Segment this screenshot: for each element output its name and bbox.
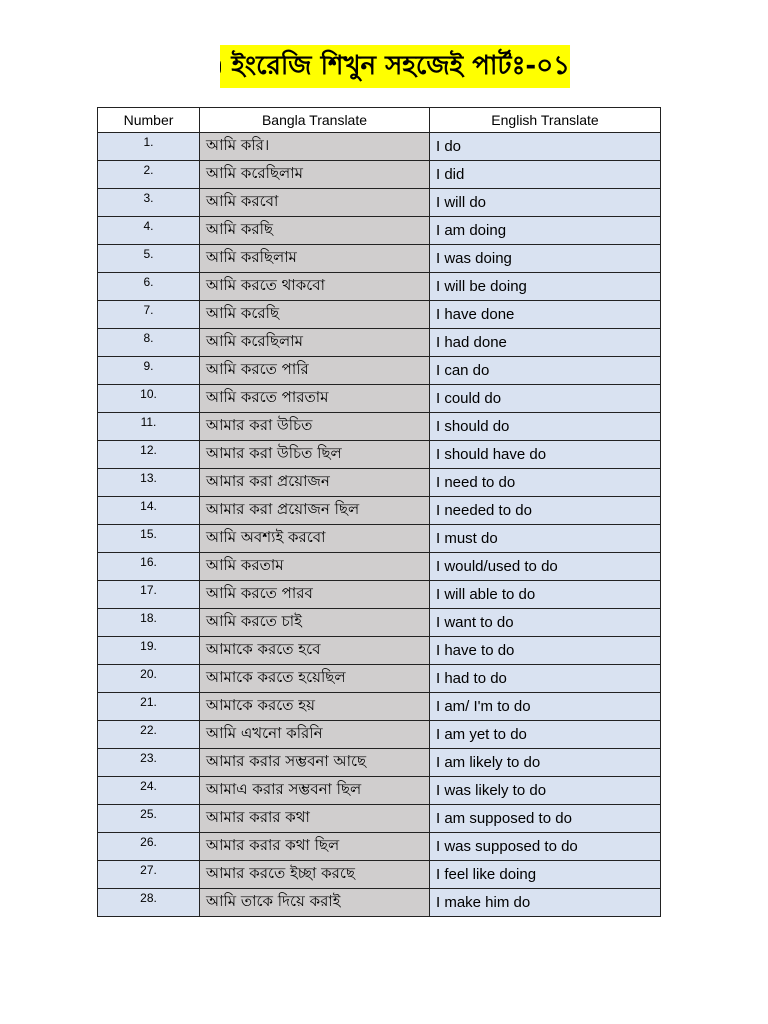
english-cell: I can do [430, 357, 661, 385]
english-cell: I will able to do [430, 581, 661, 609]
row-number: 27. [98, 861, 200, 889]
bangla-cell: আমার করার কথা ছিল [200, 833, 430, 861]
row-number: 8. [98, 329, 200, 357]
table-row [98, 665, 661, 693]
bangla-cell: আমি অবশ্যই করবো [200, 525, 430, 553]
bangla-cell: আমি তাকে দিয়ে করাই [200, 889, 430, 917]
english-cell: I am doing [430, 217, 661, 245]
bangla-cell: আমার করা উচিত ছিল [200, 441, 430, 469]
english-cell: I will do [430, 189, 661, 217]
row-number: 26. [98, 833, 200, 861]
row-number: 6. [98, 273, 200, 301]
bangla-cell: আমি করতে পারব [200, 581, 430, 609]
table-row [98, 693, 661, 721]
bangla-cell: আমি করি। [200, 133, 430, 161]
row-number: 25. [98, 805, 200, 833]
bangla-cell: আমাএ করার সম্ভবনা ছিল [200, 777, 430, 805]
english-cell: I was supposed to do [430, 833, 661, 861]
english-cell: I could do [430, 385, 661, 413]
bangla-cell: আমার করার কথা [200, 805, 430, 833]
table-row [98, 833, 661, 861]
bangla-cell: আমি করছি [200, 217, 430, 245]
bangla-cell: আমি করবো [200, 189, 430, 217]
bangla-cell: আমাকে করতে হয়েছিল [200, 665, 430, 693]
english-cell: I make him do [430, 889, 661, 917]
english-cell: I do [430, 133, 661, 161]
bangla-cell: আমি করতে পারতাম [200, 385, 430, 413]
translation-table [97, 107, 661, 917]
row-number: 16. [98, 553, 200, 581]
english-cell: I was doing [430, 245, 661, 273]
title-highlight [220, 45, 570, 88]
table-row [98, 721, 661, 749]
row-number: 17. [98, 581, 200, 609]
bangla-cell: আমি করছিলাম [200, 245, 430, 273]
row-number: 28. [98, 889, 200, 917]
table-row [98, 273, 661, 301]
bangla-cell: আমি করেছিলাম [200, 161, 430, 189]
english-cell: I must do [430, 525, 661, 553]
english-cell: I had to do [430, 665, 661, 693]
table-row [98, 189, 661, 217]
bangla-cell: আমি করেছিলাম [200, 329, 430, 357]
english-cell: I was likely to do [430, 777, 661, 805]
table-row [98, 889, 661, 917]
row-number: 11. [98, 413, 200, 441]
table-row [98, 245, 661, 273]
table-row [98, 749, 661, 777]
row-number: 5. [98, 245, 200, 273]
row-number: 3. [98, 189, 200, 217]
row-number: 7. [98, 301, 200, 329]
table-row [98, 861, 661, 889]
bangla-cell: আমি করেছি [200, 301, 430, 329]
row-number: 12. [98, 441, 200, 469]
table-row [98, 525, 661, 553]
row-number: 19. [98, 637, 200, 665]
row-number: 1. [98, 133, 200, 161]
english-cell: I am likely to do [430, 749, 661, 777]
table-row [98, 133, 661, 161]
table-row [98, 609, 661, 637]
table-row [98, 553, 661, 581]
bangla-cell: আমি করতে পারি [200, 357, 430, 385]
english-cell: I would/used to do [430, 553, 661, 581]
table-row [98, 217, 661, 245]
table-row [98, 329, 661, 357]
header-bangla: Bangla Translate [200, 108, 430, 133]
bangla-cell: আমাকে করতে হবে [200, 637, 430, 665]
row-number: 20. [98, 665, 200, 693]
table-row [98, 301, 661, 329]
english-cell: I want to do [430, 609, 661, 637]
english-cell: I am yet to do [430, 721, 661, 749]
table-row [98, 469, 661, 497]
english-cell: I will be doing [430, 273, 661, 301]
bangla-cell: আমার করতে ইচ্ছা করছে [200, 861, 430, 889]
row-number: 18. [98, 609, 200, 637]
bullet-icon [220, 61, 221, 73]
table-row [98, 581, 661, 609]
english-cell: I should do [430, 413, 661, 441]
row-number: 21. [98, 693, 200, 721]
row-number: 23. [98, 749, 200, 777]
bangla-cell: আমি এখনো করিনি [200, 721, 430, 749]
bangla-cell: আমাকে করতে হয় [200, 693, 430, 721]
table-row [98, 413, 661, 441]
english-cell: I have to do [430, 637, 661, 665]
bangla-cell: আমার করার সম্ভবনা আছে [200, 749, 430, 777]
table-row [98, 805, 661, 833]
table-row [98, 777, 661, 805]
english-cell: I should have do [430, 441, 661, 469]
bangla-cell: আমার করা প্রয়োজন ছিল [200, 497, 430, 525]
english-cell: I need to do [430, 469, 661, 497]
row-number: 9. [98, 357, 200, 385]
english-cell: I needed to do [430, 497, 661, 525]
bangla-cell: আমি করতাম [200, 553, 430, 581]
row-number: 24. [98, 777, 200, 805]
header-english: English Translate [430, 108, 661, 133]
table-row [98, 385, 661, 413]
row-number: 15. [98, 525, 200, 553]
table-row [98, 497, 661, 525]
english-cell: I had done [430, 329, 661, 357]
row-number: 14. [98, 497, 200, 525]
bangla-cell: আমার করা প্রয়োজন [200, 469, 430, 497]
row-number: 10. [98, 385, 200, 413]
table-row [98, 441, 661, 469]
row-number: 4. [98, 217, 200, 245]
bangla-cell: আমার করা উচিত [200, 413, 430, 441]
bangla-cell: আমি করতে থাকবো [200, 273, 430, 301]
english-cell: I have done [430, 301, 661, 329]
table-row [98, 161, 661, 189]
english-cell: I am/ I'm to do [430, 693, 661, 721]
header-number: Number [98, 108, 200, 133]
english-cell: I am supposed to do [430, 805, 661, 833]
english-cell: I did [430, 161, 661, 189]
table-header-row [98, 108, 661, 133]
page-title: ইংরেজি শিখুন সহজেই পার্টঃ-০১ [231, 50, 570, 81]
row-number: 13. [98, 469, 200, 497]
row-number: 2. [98, 161, 200, 189]
table-row [98, 637, 661, 665]
row-number: 22. [98, 721, 200, 749]
table-row [98, 357, 661, 385]
english-cell: I feel like doing [430, 861, 661, 889]
bangla-cell: আমি করতে চাই [200, 609, 430, 637]
